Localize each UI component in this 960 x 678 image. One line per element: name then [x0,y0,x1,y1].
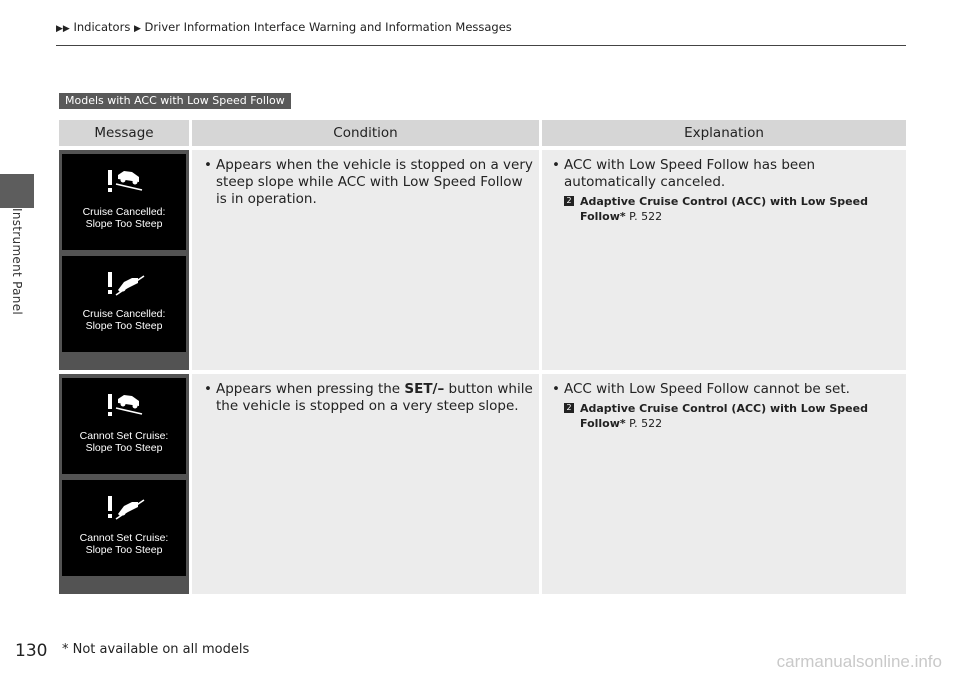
screen-line2: Slope Too Steep [85,544,163,556]
reference-arrow-icon: 2 [564,196,574,206]
condition-text [216,381,533,415]
breadcrumb-level1[interactable]: Indicators [73,20,131,34]
set-button-label: SET/– [404,381,445,397]
page-number: 130 [15,641,48,661]
reference-page: P. 522 [629,210,663,223]
reference-title: Adaptive Cruise Control (ACC) with Low Speed Follow [580,195,868,223]
screen-line2: Slope Too Steep [85,320,163,332]
breadcrumb-separator-icon: ▶ [133,24,141,34]
display-screen [62,378,186,474]
display-screen [62,154,186,250]
bullet-dot: • [552,381,560,397]
header-message: Message [59,120,189,146]
explanation-bullet [552,157,900,224]
cross-reference-link[interactable] [564,401,900,431]
explanation-cell [539,374,906,594]
acc-slope-warning-icon [102,268,146,302]
reference-title: Adaptive Cruise Control (ACC) with Low Speed Follow [580,402,868,430]
condition-text-after: button while the vehicle is stopped on a very steep slope. [216,381,533,414]
reference-arrow-icon: 2 [564,403,574,413]
footnote: * Not available on all models [62,642,250,657]
breadcrumb [56,20,512,34]
condition-text-before: Appears when pressing the [216,381,405,397]
reference-page: P. 522 [629,417,663,430]
screen-line2: Slope Too Steep [85,442,163,454]
acc-car-slope-warning-icon [102,390,146,424]
table-row [59,374,906,594]
screen-line1: Cruise Cancelled: [82,206,166,218]
screen-line2: Slope Too Steep [85,218,163,230]
condition-bullet [204,157,533,208]
reference-mark: * [619,210,626,223]
bullet-dot: • [204,381,212,397]
breadcrumb-marker-icon: ▶▶ [56,24,70,34]
explanation-bullet [552,381,900,431]
watermark: carmanualsonline.info [776,652,942,671]
acc-slope-warning-icon [102,492,146,526]
condition-cell [189,150,539,370]
messages-table [59,116,906,598]
header-condition: Condition [189,120,539,146]
table-header-row [59,120,906,146]
condition-cell [189,374,539,594]
explanation-cell [539,150,906,370]
bullet-dot: • [204,157,212,173]
message-cell [59,374,189,594]
explanation-text: ACC with Low Speed Follow has been automatically canceled. [564,157,816,190]
table-row [59,150,906,370]
breadcrumb-level2[interactable]: Driver Information Interface Warning and Information Messages [144,20,512,34]
cross-reference-link[interactable] [564,194,900,224]
screen-line1: Cannot Set Cruise: [79,532,169,544]
section-label: Instrument Panel [10,208,24,316]
header-divider [56,45,906,46]
condition-text: Appears when the vehicle is stopped on a very steep slope while ACC with Low Speed Follow is in operation. [216,157,533,207]
reference-mark: * [619,417,626,430]
bullet-dot: • [552,157,560,173]
model-tag: Models with ACC with Low Speed Follow [59,93,291,109]
acc-car-slope-warning-icon [102,166,146,200]
message-cell [59,150,189,370]
header-explanation: Explanation [539,120,906,146]
condition-bullet [204,381,533,415]
screen-line1: Cruise Cancelled: [82,308,166,320]
display-screen [62,480,186,576]
section-tab-marker [0,174,34,208]
explanation-text: ACC with Low Speed Follow cannot be set. [564,381,850,397]
screen-line1: Cannot Set Cruise: [79,430,169,442]
display-screen [62,256,186,352]
